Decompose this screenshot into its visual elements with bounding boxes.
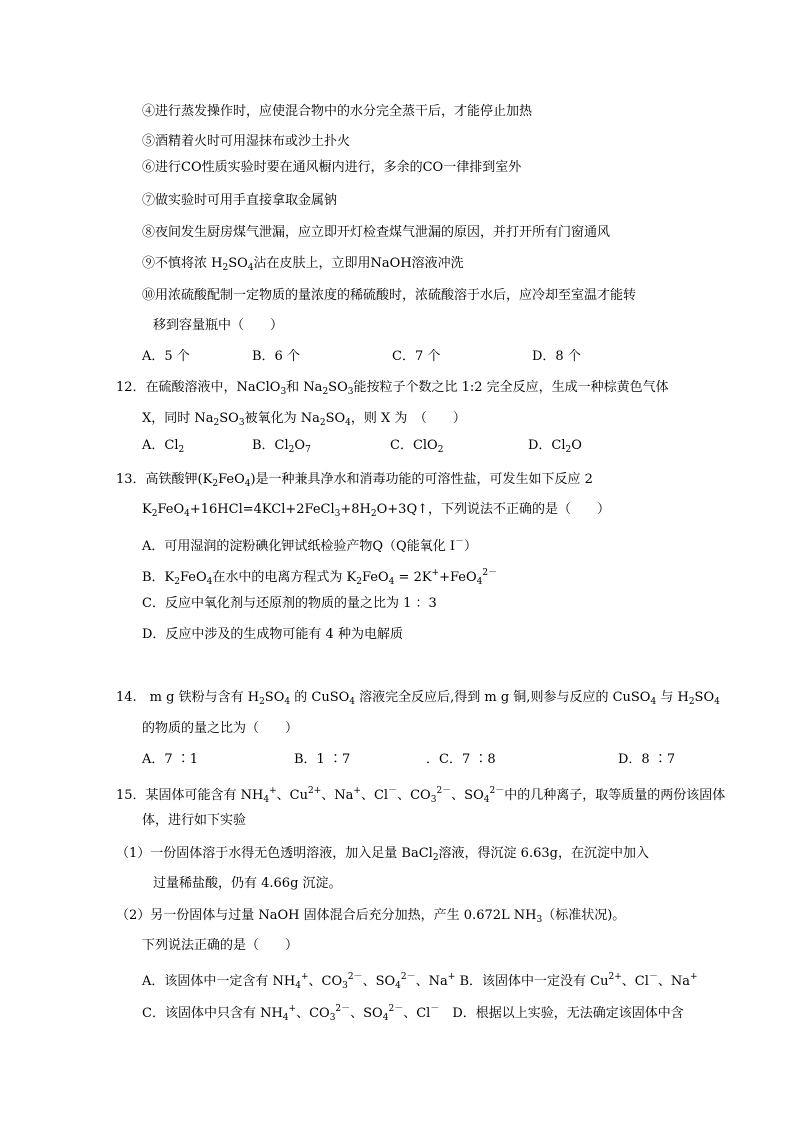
q12-stem-line1: 12．在硫酸溶液中，NaClO$_3$和 $Na_2SO_3$能按粒子个数之比 1:2 完全反应，生成一种棕黄色气体	[116, 380, 669, 397]
q13-stem-line2: $K_2FeO_4+16HCl=4KCl+2FeCl_3+8H_2O+3Q↑$，下列说法不正确的是（ ）	[142, 502, 610, 519]
q15-options-a-b[interactable]: A．该固体中一定含有 $NH_4^+$、$CO_3^{2-}$、$SO_4^{2-}$、Na+ B．该固体中一定没有 $Cu^{2+}$、Cl－、Na+	[142, 972, 698, 991]
q11-options	[142, 349, 662, 365]
q11-statement-9: ⑨不慎将浓 $H_2SO_4$沾在皮肤上，立即用NaOH溶液冲洗	[142, 256, 464, 273]
q12-stem-line2: X，同时 $Na_2SO_3$被氧化为 $Na_2SO_4$，则 X 为 （ ）	[142, 411, 466, 428]
q12-option-b[interactable]: B．$Cl_2O_7$	[252, 438, 311, 455]
q14-option-c[interactable]: ．C．7 ∶8	[426, 752, 496, 767]
q11-statement-4: ④进行蒸发操作时，应使混合物中的水分完全蒸干后，才能停止加热	[142, 104, 533, 119]
q14-option-d[interactable]: D．8 ∶7	[618, 752, 676, 767]
q12-option-d[interactable]: D．$Cl_2O$	[528, 438, 582, 455]
q15-options-c-d[interactable]: C．该固体中只含有 $NH_4^+$、$CO_3^{2-}$、$SO_4^{2-}$、Cl－ D．根据以上实验，无法确定该固体中含	[142, 1004, 684, 1023]
q12-options	[142, 438, 662, 454]
q13-option-a[interactable]: A．可用湿润的淀粉碘化钾试纸检验产物Q（Q能氧化 I－）	[142, 537, 478, 554]
q11-option-d[interactable]: D．8 个	[532, 349, 581, 364]
q11-statement-10-line1: ⑩用浓硫酸配制一定物质的量浓度的稀硫酸时，浓硫酸溶于水后，应冷却至室温才能转	[142, 288, 637, 303]
q11-option-a[interactable]: A．5 个	[142, 349, 190, 364]
q13-option-d[interactable]: D．反应中涉及的生成物可能有 4 种为电解质	[142, 627, 403, 642]
q14-stem-line2: 的物质的量之比为（ ）	[142, 721, 299, 736]
q15-part1-line1: （1）一份固体溶于水得无色透明溶液，加入足量 BaCl$_2$溶液，得沉淀 6.63g，在沉淀中加入	[116, 846, 649, 863]
q11-statement-7: ⑦做实验时可用手直接拿取金属钠	[142, 193, 338, 208]
q14-stem-line1: 14. m g 铁粉与含有 $H_2SO_4$ 的 CuSO$_4$ 溶液完全反应后,得到 m g 铜,则参与反应的 CuSO$_4$ 与 $H_2SO_4$	[116, 690, 720, 707]
q11-option-c[interactable]: C．7 个	[392, 349, 441, 364]
q15-stem-line1: 15．某固体可能含有 $NH_4^+$、$Cu^{2+}$、Na+、Cl－、$CO_3^{2-}$、$SO_4^{2-}$中的几种离子，取等质量的两份该固体	[116, 786, 726, 805]
q15-part2: （2）另一份固体与过量 NaOH 固体混合后充分加热，产生 0.672L $NH_3$（标准状况)。	[116, 908, 626, 925]
q13-option-c[interactable]: C．反应中氧化剂与还原剂的物质的量之比为 1 ：3	[142, 596, 437, 611]
q11-statement-5: ⑤酒精着火时可用湿抹布或沙土扑火	[142, 134, 351, 149]
q14-options	[142, 752, 682, 768]
q13-stem-line1: 13．高铁酸钾$(K_2FeO_4)$是一种兼具净水和消毒功能的可溶性盐，可发生如下反应 2	[116, 472, 593, 489]
q11-statement-6: ⑥进行CO性质实验时要在通风橱内进行，多余的CO一律排到室外	[142, 160, 522, 175]
q14-option-a[interactable]: A．7 ∶1	[142, 752, 199, 767]
q11-option-b[interactable]: B．6 个	[252, 349, 300, 364]
q13-option-b[interactable]: B．$K_2FeO_4$在水中的电离方程式为 $K_2FeO_4 = 2K^++FeO_4^{2-}$	[142, 568, 498, 587]
q12-option-c[interactable]: C．ClO$_2$	[390, 438, 444, 455]
q11-statement-10-line2: 移到容量瓶中（ ）	[153, 318, 284, 333]
q11-statement-8: ⑧夜间发生厨房煤气泄漏，应立即开灯检查煤气泄漏的原因，并打开所有门窗通风	[142, 225, 611, 240]
q15-part1-line2: 过量稀盐酸，仍有 4.66g 沉淀。	[153, 876, 342, 891]
q12-option-a[interactable]: A．$Cl_2$	[142, 438, 185, 455]
q14-option-b[interactable]: B．1 ∶7	[294, 752, 351, 767]
q15-stem-line2: 体，进行如下实验	[142, 813, 247, 828]
q15-question: 下列说法正确的是（ ）	[142, 938, 299, 953]
